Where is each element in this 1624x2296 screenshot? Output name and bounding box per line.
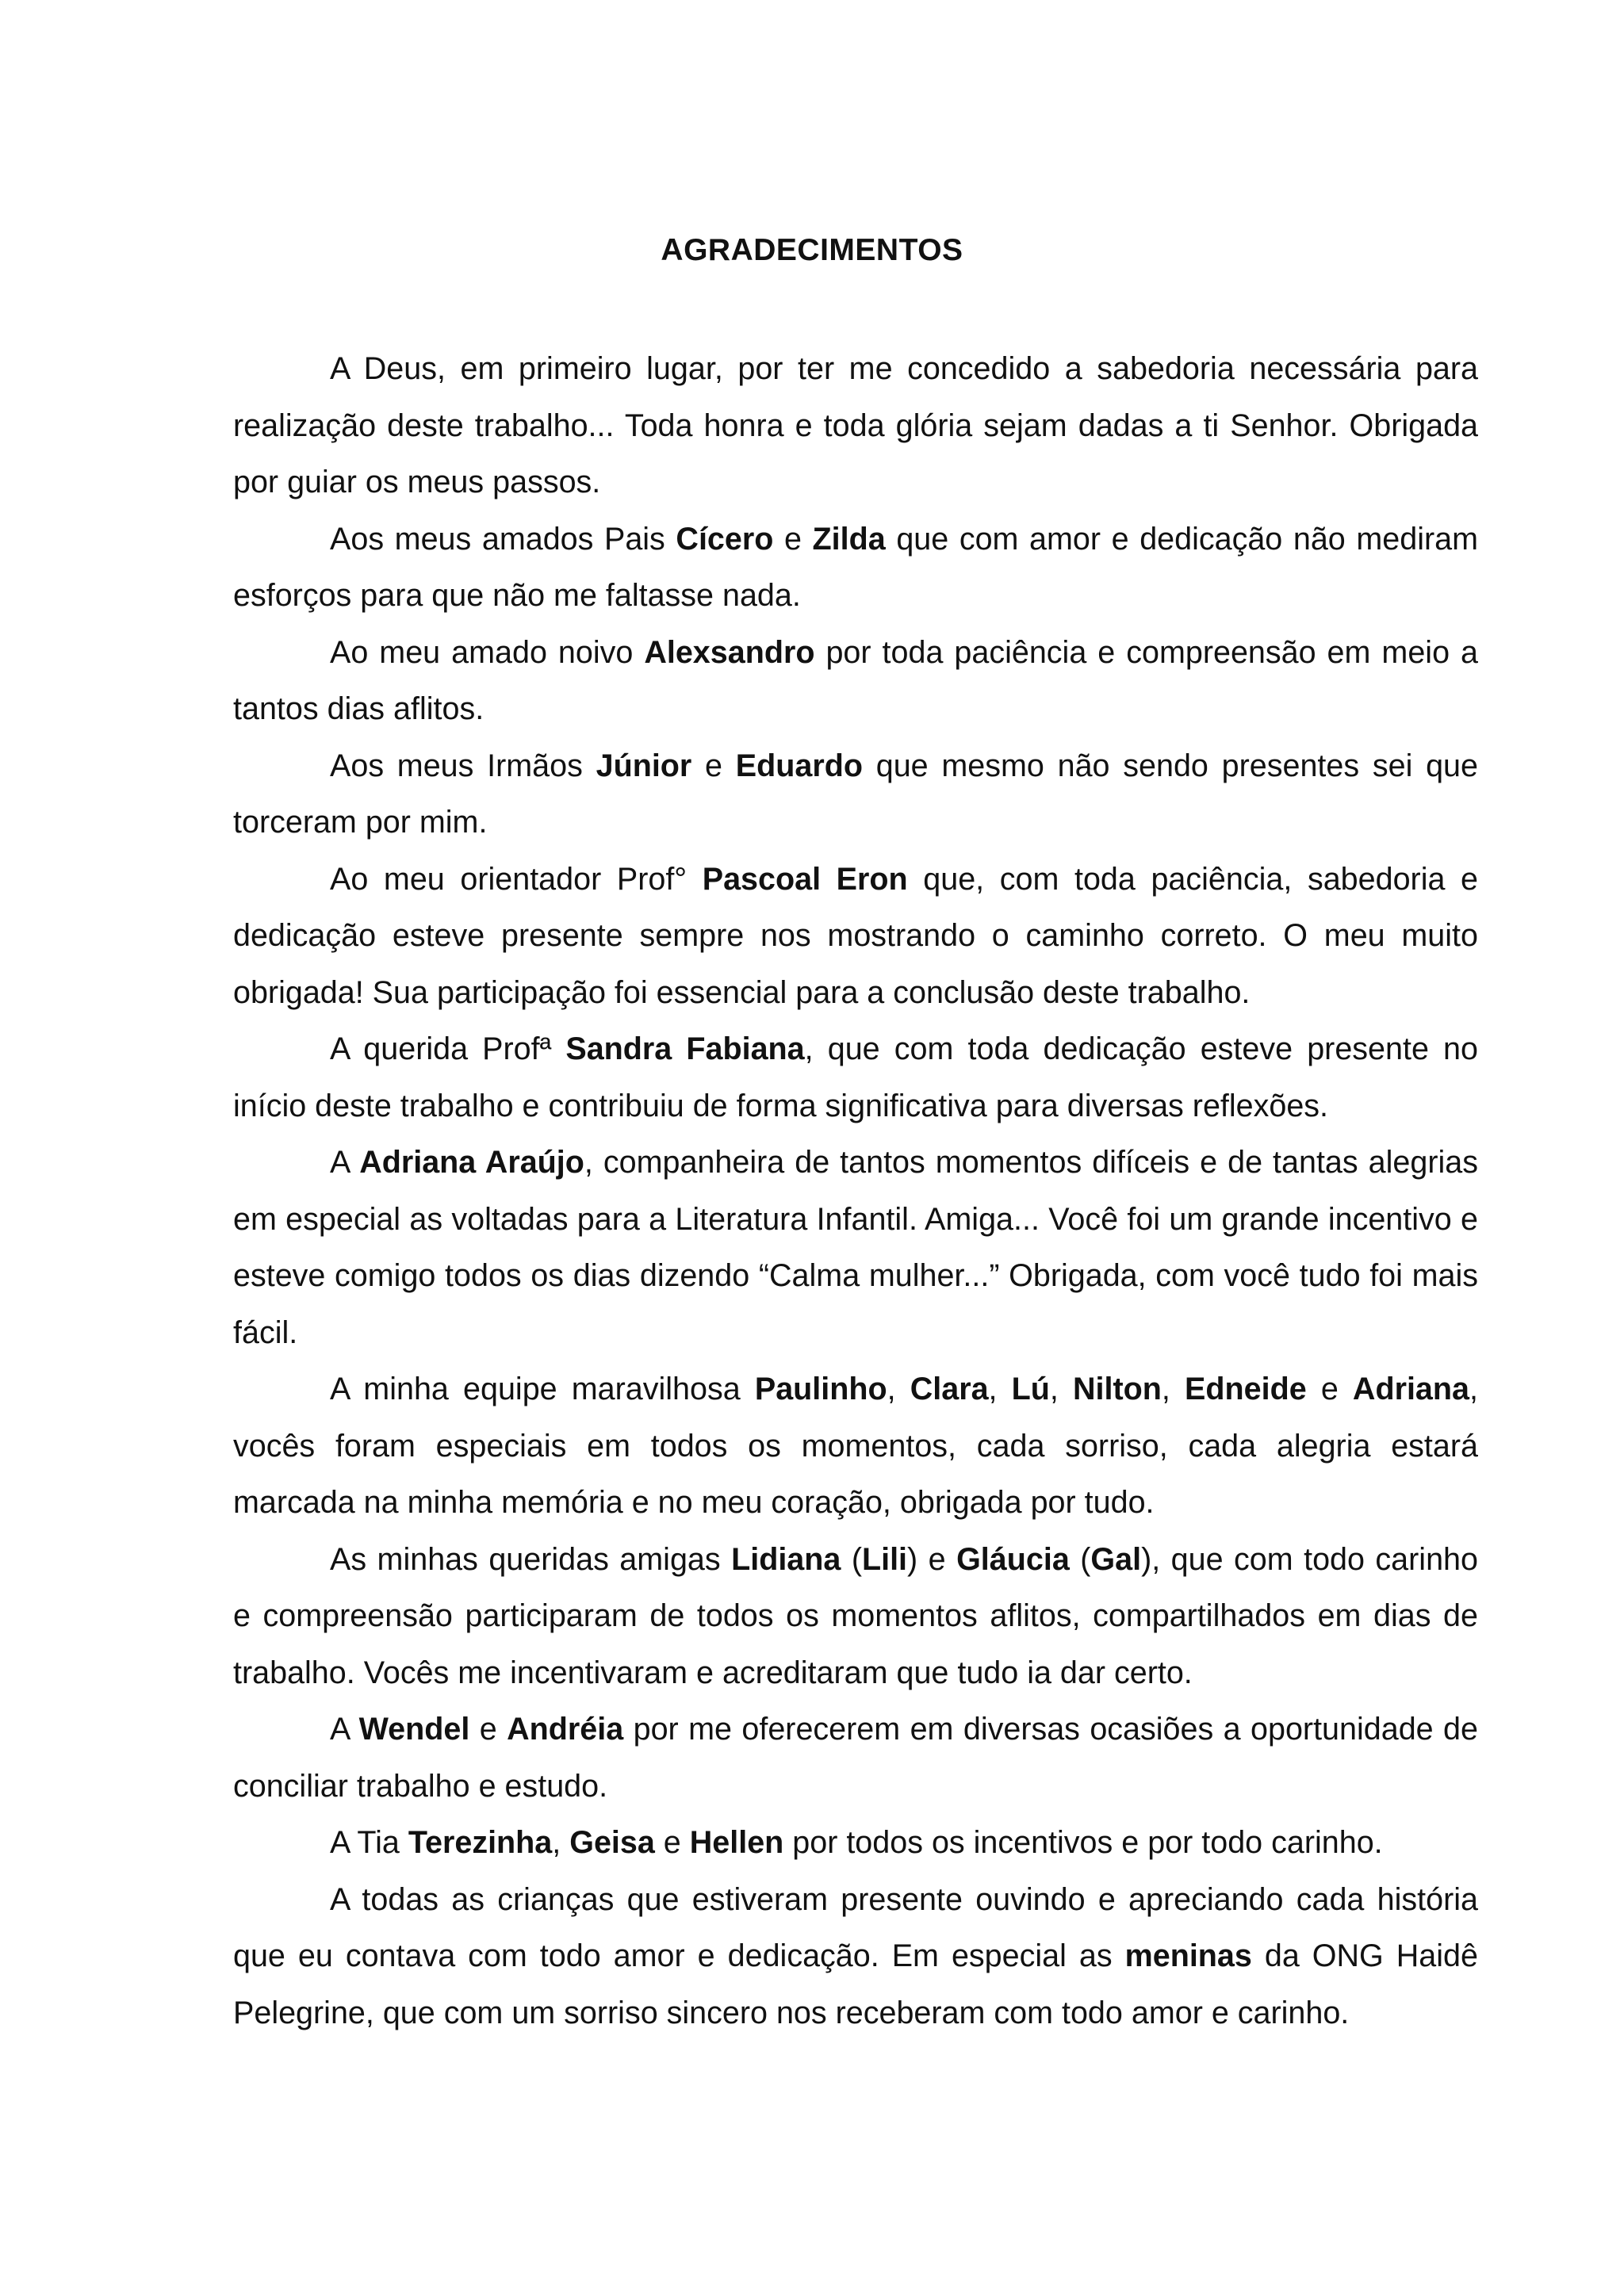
- bold-name: Cícero: [676, 521, 774, 557]
- text-run: (: [841, 1541, 862, 1577]
- paragraph: [233, 851, 1478, 1022]
- bold-name: Pascoal Eron: [702, 861, 908, 897]
- bold-name: Sandra Fabiana: [565, 1031, 805, 1066]
- paragraph: [233, 341, 1478, 511]
- bold-name: Adriana: [1352, 1372, 1469, 1406]
- text-run: A todas as crianças que estiveram presente ouvindo e apreciando cada história que eu contava com todo amor e dedicação. Em especial as: [233, 1881, 1478, 1973]
- bold-name: Nilton: [1073, 1372, 1162, 1406]
- text-run: e: [469, 1712, 508, 1747]
- bold-name: Eduardo: [735, 748, 863, 783]
- paragraph: [233, 1361, 1478, 1532]
- text-run: e: [1306, 1372, 1353, 1406]
- bold-name: Lili: [861, 1541, 908, 1577]
- paragraph: [233, 1872, 1478, 2042]
- bold-name: Lú: [1011, 1372, 1050, 1406]
- bold-name: Geisa: [569, 1825, 655, 1860]
- paragraph: [233, 1021, 1478, 1135]
- bold-name: Paulinho: [754, 1372, 887, 1406]
- paragraph: [233, 1135, 1478, 1361]
- text-run: Aos meus amados Pais: [330, 521, 676, 557]
- text-run: A minha equipe maravilhosa: [330, 1372, 755, 1406]
- text-run: ,: [988, 1372, 1012, 1406]
- text-run: ,: [1049, 1372, 1074, 1406]
- text-run: da ONG Haidê Pelegrine, que com um sorriso sincero nos receberam com todo amor e carinho.: [233, 1938, 1478, 2030]
- text-run: ), que com todo carinho e compreensão participaram de todos os momentos aflitos, compartilhados em dias de trabalho. Vocês me incentivaram e acreditaram que tudo ia dar certo.: [233, 1541, 1478, 1690]
- text-run: A: [330, 1145, 360, 1180]
- text-run: que com amor e dedicação não mediram esforços para que não me faltasse nada.: [233, 521, 1479, 613]
- bold-name: Wendel: [358, 1712, 470, 1747]
- text-run: As minhas queridas amigas: [330, 1541, 732, 1577]
- text-run: (: [1069, 1541, 1091, 1577]
- text-run: ) e: [907, 1541, 957, 1577]
- bold-name: meninas: [1124, 1938, 1252, 1973]
- paragraph: [233, 1815, 1478, 1872]
- acknowledgements-body: [233, 341, 1478, 2042]
- bold-name: Andréia: [507, 1712, 624, 1747]
- bold-name: Lidiana: [731, 1541, 841, 1577]
- text-run: ,: [552, 1825, 570, 1860]
- paragraph: [233, 1532, 1478, 1702]
- text-run: por todos os incentivos e por todo carinho.: [783, 1825, 1383, 1860]
- text-run: ,: [887, 1372, 910, 1406]
- bold-name: Alexsandro: [644, 634, 815, 670]
- text-run: por me oferecerem em diversas ocasiões a oportunidade de conciliar trabalho e estudo.: [233, 1712, 1478, 1804]
- text-run: e: [691, 748, 736, 783]
- text-run: ,: [1161, 1372, 1185, 1406]
- page-title: AGRADECIMENTOS: [661, 233, 963, 267]
- text-run: Ao meu orientador Prof°: [330, 861, 703, 897]
- text-run: A querida Profª: [330, 1031, 566, 1066]
- text-run: e: [654, 1825, 690, 1860]
- bold-name: Adriana Araújo: [359, 1145, 584, 1180]
- paragraph: [233, 625, 1478, 738]
- text-run: A: [330, 1712, 359, 1747]
- text-run: A Deus, em primeiro lugar, por ter me concedido a sabedoria necessária para realização deste trabalho... Toda honra e toda glória sejam dadas a ti Senhor. Obrigada por guiar os meus passos.: [233, 351, 1478, 499]
- text-run: que, com toda paciência, sabedoria e dedicação esteve presente sempre nos mostrando o caminho correto. O meu muito obrigada! Sua participação foi essencial para a conclusão deste trabalho.: [233, 861, 1479, 1010]
- bold-name: Hellen: [689, 1825, 784, 1860]
- bold-name: Edneide: [1185, 1372, 1307, 1406]
- text-run: Aos meus Irmãos: [330, 748, 596, 783]
- bold-name: Zilda: [812, 521, 886, 557]
- text-run: por toda paciência e compreensão em meio a tantos dias aflitos.: [233, 634, 1478, 726]
- bold-name: Júnior: [596, 748, 692, 783]
- bold-name: Clara: [910, 1372, 989, 1406]
- text-run: e: [773, 521, 813, 557]
- bold-name: Gal: [1090, 1541, 1142, 1577]
- text-run: que mesmo não sendo presentes sei que torceram por mim.: [233, 748, 1478, 840]
- text-run: , companheira de tantos momentos difíceis e de tantas alegrias em especial as voltadas para a Literatura Infantil. Amiga... Você foi um grande incentivo e esteve comigo todos os dias dizendo “Calma mulher...” Obrigada, com você tudo foi mais fácil.: [233, 1145, 1478, 1350]
- paragraph: [233, 511, 1478, 625]
- bold-name: Terezinha: [408, 1825, 553, 1860]
- paragraph: [233, 1701, 1478, 1815]
- bold-name: Gláucia: [956, 1541, 1070, 1577]
- text-run: , vocês foram especiais em todos os momentos, cada sorriso, cada alegria estará marcada na minha memória e no meu coração, obrigada por tudo.: [233, 1372, 1478, 1520]
- text-run: Ao meu amado noivo: [330, 634, 645, 670]
- paragraph: [233, 738, 1478, 851]
- text-run: A Tia: [330, 1825, 408, 1860]
- text-run: , que com toda dedicação esteve presente no início deste trabalho e contribuiu de forma significativa para diversas reflexões.: [233, 1031, 1478, 1123]
